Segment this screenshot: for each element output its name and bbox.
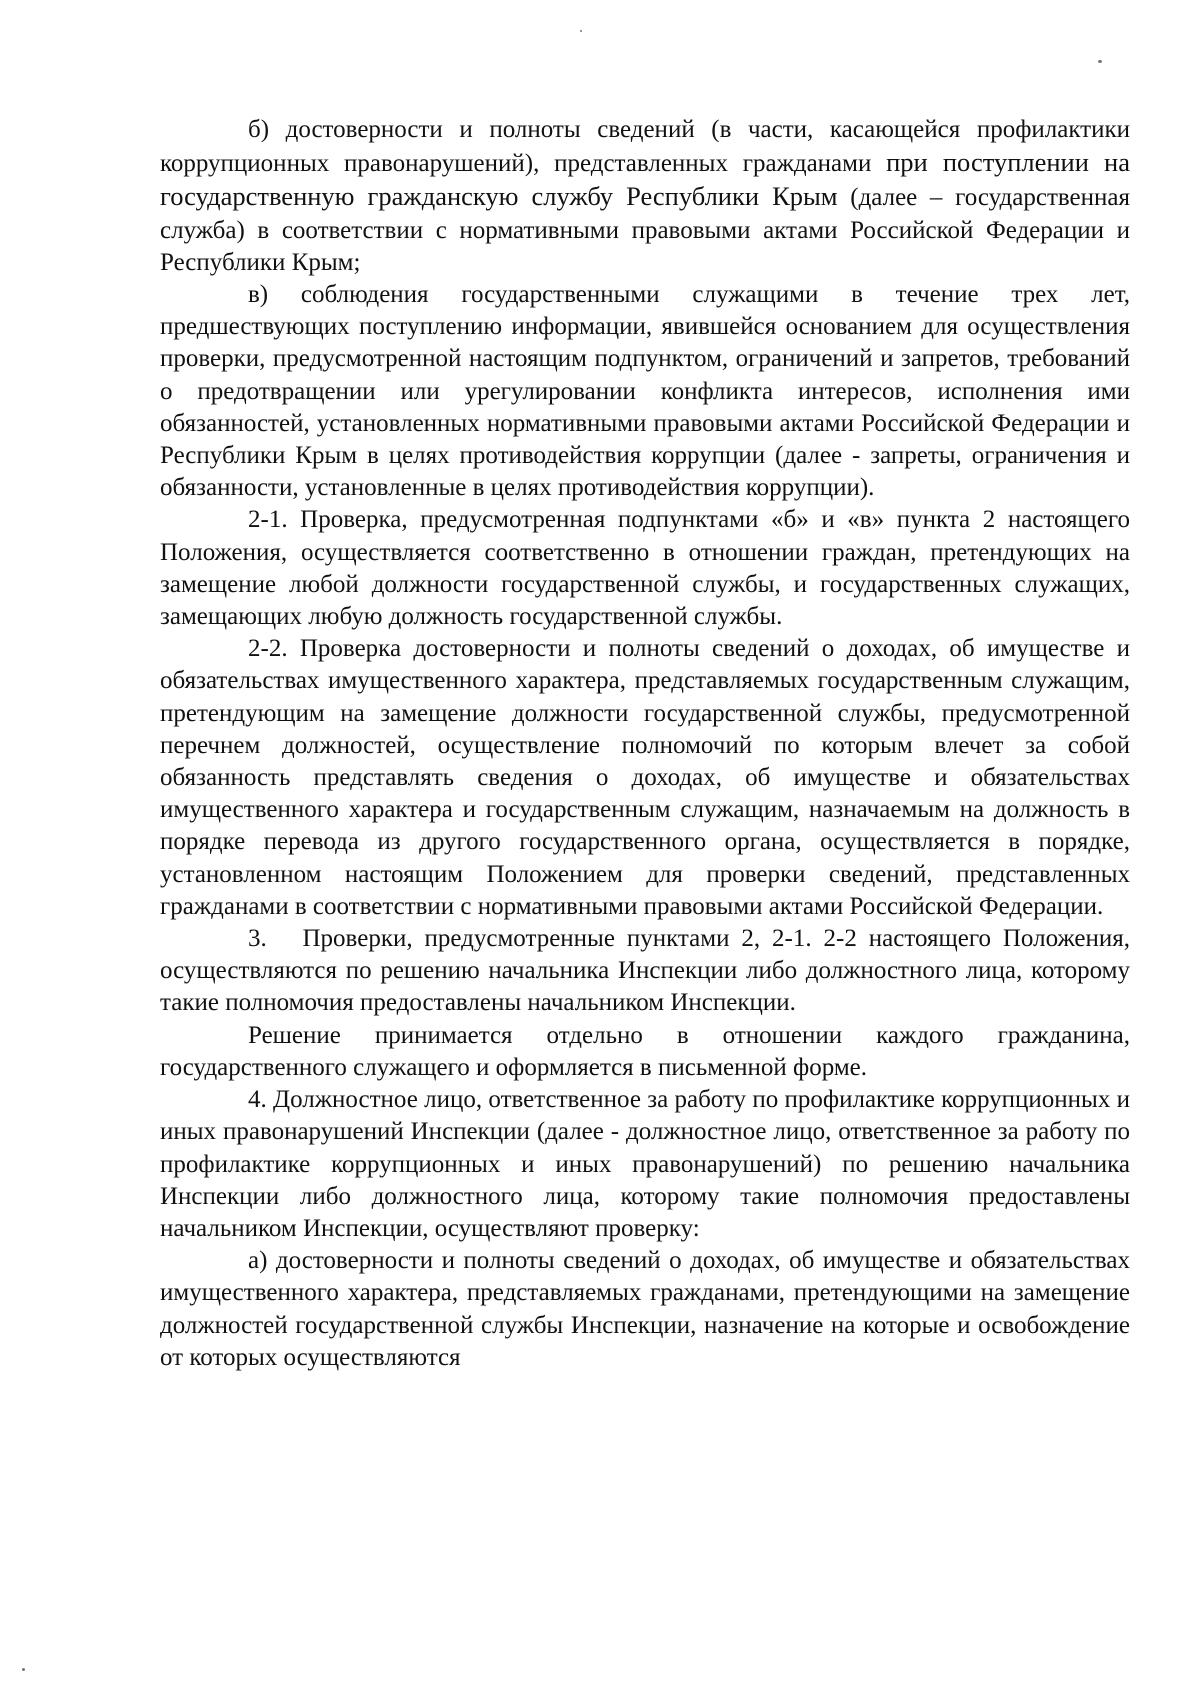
- paragraph-v: в) соблюдения государственными служащими в течение трех лет, предшествующих поступлению информации, явившейся основанием для осуществления проверки, предусмотренной настоящим подпунктом, ограничений и запретов, требований о предотвращении или урегулировании конфликта интересов, исполнения ими обязанностей, установленных нормативными правовыми актами Российской Федерации и Республики Крым в целях противодействия коррупции (далее - запреты, ограничения и обязанности, установленные в целях противодействия коррупции).: [160, 281, 1130, 502]
- scan-speck: [580, 30, 582, 32]
- paragraph-a: а) достоверности и полноты сведений о доходах, об имуществе и обязательствах имущественного характера, представляемых гражданами, претендующими на замещение должностей государственной службы Инспекции, назначение на которые и освобождение от которых осуществляются: [160, 1247, 1130, 1371]
- paragraph-b: [160, 114, 1130, 279]
- scan-speck: [22, 1668, 25, 1671]
- paragraph-decision: Решение принимается отдельно в отношении каждого гражданина, государственного служащего и оформляется в письменной форме.: [160, 1021, 1130, 1081]
- paragraph-3: 3. Проверки, предусмотренные пунктами 2, 2-1. 2-2 настоящего Положения, осуществляются по решению начальника Инспекции либо должностного лица, которому такие полномочия предоставлены начальником Инспекции.: [160, 925, 1137, 1017]
- paragraph-4: 4. Должностное лицо, ответственное за работу по профилактике коррупционных и иных правонарушений Инспекции (далее - должностное лицо, ответственное за работу по профилактике коррупционных и иных правонарушений) по решению начальника Инспекции либо должностного лица, которому такие полномочия предоставлены начальником Инспекции, осуществляют проверку:: [160, 1086, 1130, 1242]
- paragraph-b-part-3: (далее – государственная служба) в соответствии с нормативными правовыми актами Российской Федерации и Республики Крым;: [160, 184, 1130, 276]
- document-body: [160, 114, 1137, 1374]
- paragraph-b-part-2: при поступлении на государственную гражданскую службу Республики Крым: [160, 147, 1130, 212]
- scan-speck: [1098, 60, 1102, 63]
- paragraph-2-2: 2-2. Проверка достоверности и полноты сведений о доходах, об имуществе и обязательствах имущественного характера, представляемых государственным служащим, претендующим на замещение должности государственной службы, предусмотренной перечнем должностей, осуществление полномочий по которым влечет за собой обязанность представлять сведения о доходах, об имуществе и обязательствах имущественного характера и государственным служащим, назначаемым на должность в порядке перевода из другого государственного органа, осуществляется в порядке, установленном настоящим Положением для проверки сведений, представленных гражданами в соответствии с нормативными правовыми актами Российской Федерации.: [160, 635, 1130, 920]
- paragraph-b-part-1: б) достоверности и полноты сведений (в части, касающейся профилактики коррупционных правонарушений), представленных гражданами: [160, 116, 1130, 178]
- paragraph-2-1: 2-1. Проверка, предусмотренная подпунктами «б» и «в» пункта 2 настоящего Положения, осуществляется соответственно в отношении граждан, претендующих на замещение любой должности государственной службы, и государственных служащих, замещающих любую должность государственной службы.: [160, 506, 1130, 631]
